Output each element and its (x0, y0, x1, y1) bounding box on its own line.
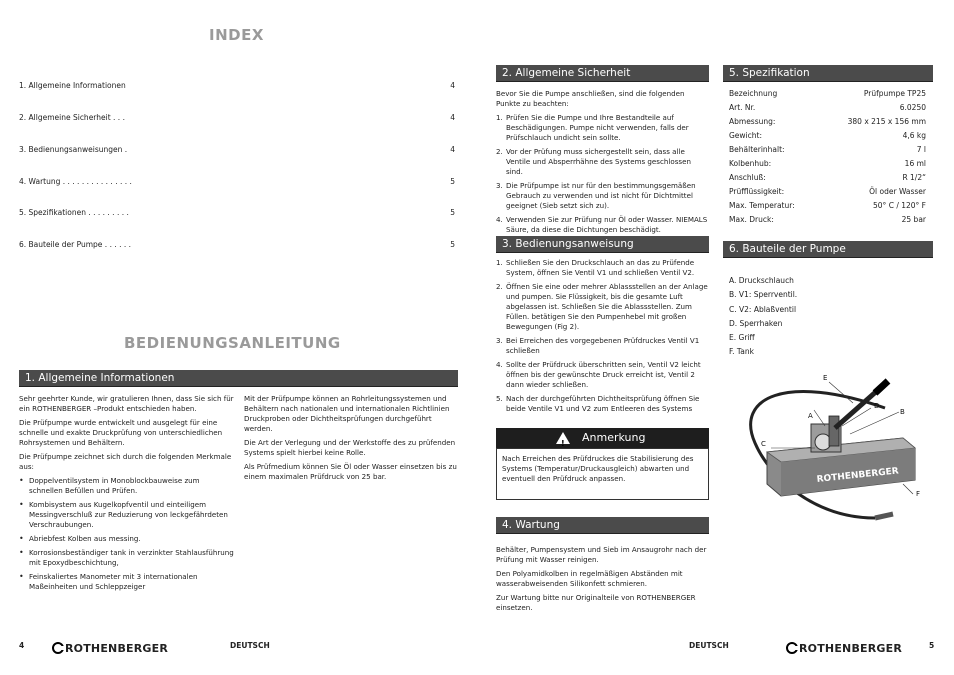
parts-list (729, 274, 797, 360)
table-row: Behälterinhalt: 7 l (729, 145, 926, 154)
table-row: Anschluß: R 1/2“ (729, 173, 926, 182)
gauge (815, 434, 831, 450)
list-item: 5. Nach der durchgeführten Dichtheitsprüfung öffnen Sie beide Ventile V1 und V2 zum Entleeren des Systems (496, 394, 700, 413)
index-item: 3. Bedienungsanweisungen . 4 (19, 145, 455, 154)
list-item: C. V2: Ablaßventil (729, 304, 797, 314)
table-row: Kolbenhub: 16 ml (729, 159, 926, 168)
list-item: F. Tank (729, 347, 754, 357)
list-item: 2. Öffnen Sie eine oder mehrer Ablassstellen an der Anlage und pumpen. Sie Flüssigkeit, bis die gesamte Luft abgelassen ist. Schließen Sie die Ablassstellen. Zum Füllen. betätigen Sie den Pumpenhebel mit großen Bewegungen (Fig 2). (496, 282, 708, 331)
list-item: • Feinskaliertes Manometer mit 3 internationalen Maßeinheiten und Schleppzeiger (19, 572, 198, 591)
note-box (496, 448, 709, 500)
list-item: B. V1: Sperrventil. (729, 290, 798, 300)
note-text: Nach Erreichen des Prüfdruckes die Stabilisierung des Systems (Temperatur/Druckausgleich) abwarten und eventuell den Prüfdruck anpassen. (502, 454, 694, 483)
safety-list (496, 113, 709, 235)
list-item: 3. Die Prüfpumpe ist nur für den bestimmungsgemäßen Gebrauch zu verwenden und ist nicht für Dichtmittel geeignet (Sieb setzt sich zu). (496, 181, 696, 210)
hose-fitting (875, 514, 893, 518)
index-item: 5. Spezifikationen . . . . . . . . . 5 (19, 208, 455, 217)
list-item: D. Sperrhaken (729, 318, 783, 328)
list-item: 1. Prüfen Sie die Pumpe und Ihre Bestandteile auf Beschädigungen. Pumpe nicht verwenden, falls der Prüfschlauch undicht sein sollte. (496, 113, 689, 142)
list-item: A. Druckschlauch (729, 276, 794, 285)
brand-logo-left: ROTHENBERGER (52, 641, 168, 655)
figure-label-d: D (874, 402, 880, 410)
list-item: • Kombisystem aus Kugelkopfventil und einteiligem Messingverschluß zur Reduzierung von leckgefährdeten Verschraubungen. (19, 500, 228, 529)
table-row: Prüfflüssigkeit: Öl oder Wasser (729, 187, 926, 196)
section-heading-operation: 3. Bedienungsanweisung (496, 236, 709, 253)
figure-label-e: E (823, 374, 828, 382)
table-row: Bezeichnung Prüfpumpe TP25 (729, 89, 926, 98)
table-row: Abmessung: 380 x 215 x 156 mm (729, 117, 926, 126)
index-item: 6. Bauteile der Pumpe . . . . . . 5 (19, 240, 455, 249)
page-number-right: 5 (929, 641, 935, 650)
language-left: DEUTSCH (230, 641, 270, 650)
section-heading-general-info: 1. Allgemeine Informationen (19, 370, 458, 387)
brand-logo-right: ROTHENBERGER (786, 641, 902, 655)
operation-text (496, 258, 709, 418)
table-row: Max. Temperatur: 50° C / 120° F (729, 201, 926, 210)
figure-label-f: F (916, 490, 921, 498)
maintenance-text: Behälter, Pumpensystem und Sieb im Ansaugrohr nach der Prüfung mit Wasser reinigen. Den Polyamidkolben in regelmäßigen Abständen mit wasserabweisenden Silikonfett schmieren. Zur Wartung bitte nur Originalteile von ROTHENBERGER einsetzen. (496, 545, 707, 612)
list-item: • Doppelventilsystem in Monoblockbauweise zum schnellen Befüllen und Prüfen. (19, 476, 200, 495)
language-right: DEUTSCH (689, 641, 729, 650)
logo-mark-icon (786, 642, 798, 654)
grip (875, 381, 888, 393)
list-item: • Korrosionsbeständiger tank in verzinkter Stahlausführung mit Epoxydbeschichtung, (19, 548, 234, 567)
section-heading-maintenance: 4. Wartung (496, 517, 709, 534)
manual-title: BEDIENUNGSANLEITUNG (124, 334, 341, 352)
note-heading: ! Anmerkung (496, 428, 709, 448)
safety-text: Bevor Sie die Pumpe anschließen, sind die folgenden Punkte zu beachten: 1. Prüfen Sie die Pumpe und Ihre Bestandteile auf Beschädigungen. Pumpe nicht verwenden, falls der Prüfschlauch undicht sein sollte. 2. Vor der Prüfung muss sichergestellt sein, dass alle Ventile und Absperrhähne des Systems geschlossen sind. 3. Die Prüfpumpe ist nur für den bestimmungsgemäßen Gebrauch zu verwenden und ist nicht für Dichtmittel geeignet (Sieb setzt sich zu). 4. Verwenden Sie zur Prüfung nur Öl oder Wasser. NIEMALS Säure, da diese die Dichtungen beschädigt. (496, 89, 708, 234)
list-item: 3. Bei Erreichen des vorgegebenen Prüfdruckes Ventil V1 schließen (496, 336, 700, 355)
list-item: • Abriebfest Kolben aus messing. (19, 534, 141, 543)
operation-list (496, 258, 709, 414)
section-heading-safety: 2. Allgemeine Sicherheit (496, 65, 709, 82)
table-row: Gewicht: 4,6 kg (729, 131, 926, 140)
index-item: 1. Allgemeine Informationen 4 (19, 81, 455, 90)
warning-icon: ! (556, 432, 570, 444)
list-item: E. Griff (729, 333, 755, 343)
list-item: 1. Schließen Sie den Druckschlauch an das zu Prüfende System, öffnen Sie Ventil V1 und schließen Ventil V2. (496, 258, 695, 277)
piston (829, 416, 839, 446)
index-item: 2. Allgemeine Sicherheit . . . 4 (19, 113, 455, 122)
index-title: INDEX (209, 26, 264, 44)
index-item: 4. Wartung . . . . . . . . . . . . . . . 5 (19, 177, 455, 186)
section-heading-parts: 6. Bauteile der Pumpe (723, 241, 933, 258)
general-info-col2: Mit der Prüfpumpe können an Rohrleitungssystemen und Behältern nach nationalen und internationalen Richtlinien Druckproben oder Dichtheitsprüfungen durchgeführt werden. Die Art der Verlegung und der Werkstoffe des zu prüfenden Systems spielt hierbei keine Rolle. Als Prüfmedium können Sie Öl oder Wasser einsetzen bis zu einem maximalen Prüfdruck von 25 bar. (244, 394, 457, 481)
list-item: 2. Vor der Prüfung muss sichergestellt sein, dass alle Ventile und Absperrhähne des Systems geschlossen sind. (496, 147, 691, 176)
figure-label-b: B (900, 408, 905, 416)
section-heading-specs: 5. Spezifikation (723, 65, 933, 82)
list-item: 4. Verwenden Sie zur Prüfung nur Öl oder Wasser. NIEMALS Säure, da diese die Dichtungen beschädigt. (496, 215, 708, 234)
features-list (19, 476, 235, 592)
page-number-left: 4 (19, 641, 25, 650)
tank-brand: ROTHENBERGER (816, 466, 900, 485)
figure-label-c: C (761, 440, 766, 448)
general-info-col1: Sehr geehrter Kunde, wir gratulieren Ihnen, dass Sie sich für ein ROTHENBERGER –Produkt entschieden haben. Die Prüfpumpe wurde entwickelt und ausgelegt für eine schnelle und exakte Druckprüfung von unterschiedlichen Rohrsystemen und Behältern. Die Prüfpumpe zeichnet sich durch die folgenden Merkmale aus: • Doppelventilsystem in Monoblockbauweise zum schnellen Befüllen und Prüfen. • Kombisystem aus Kugelkopfventil und einteiligem Messingverschluß zur Reduzierung von leckgefährdeten Verschraubungen. • Abriebfest Kolben aus messing. • Korrosionsbeständiger tank in verzinkter Stahlausführung mit Epoxydbeschichtung, • Feinskaliertes Manometer mit 3 internationalen Maßeinheiten und Schleppzeiger (19, 394, 234, 591)
logo-mark-icon (52, 642, 64, 654)
table-row: Art. Nr. 6.0250 (729, 103, 926, 112)
table-row: Max. Druck: 25 bar (729, 215, 926, 224)
pump-figure (725, 368, 937, 528)
list-item: 4. Sollte der Prüfdruck überschritten sein, Ventil V2 leicht öffnen bis der gewünschte Druck erreicht ist, Ventil 2 dann wieder schließen. (496, 360, 701, 389)
figure-label-a: A (808, 412, 813, 420)
